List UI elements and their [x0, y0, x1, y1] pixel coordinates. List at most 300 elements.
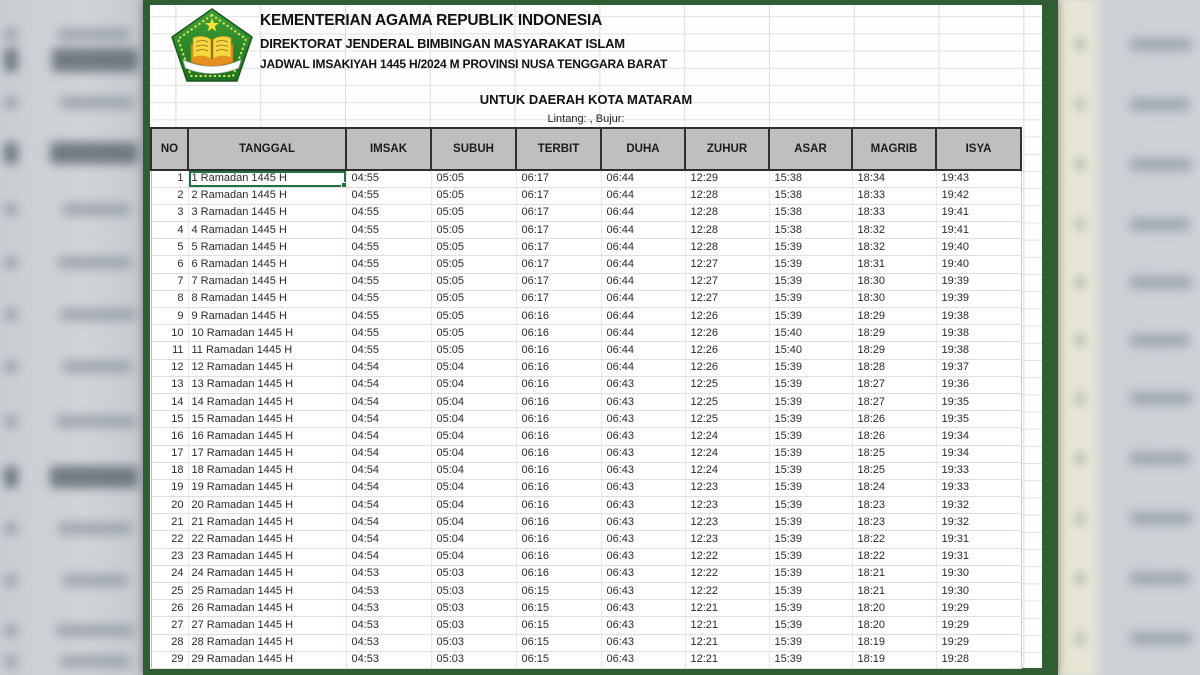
- cell-tanggal[interactable]: 22 Ramadan 1445 H: [188, 531, 346, 548]
- cell-tanggal[interactable]: 9 Ramadan 1445 H: [188, 308, 346, 325]
- cell-duha[interactable]: 06:43: [601, 514, 685, 531]
- cell-asar[interactable]: 15:40: [769, 325, 852, 342]
- cell-imsak[interactable]: 04:54: [346, 548, 431, 565]
- cell-asar[interactable]: 15:39: [769, 479, 852, 496]
- cell-subuh[interactable]: 05:05: [431, 290, 516, 307]
- cell-asar[interactable]: 15:39: [769, 531, 852, 548]
- cell-asar[interactable]: 15:38: [769, 170, 852, 187]
- cell-zuhur[interactable]: 12:22: [685, 583, 769, 600]
- cell-terbit[interactable]: 06:15: [516, 617, 601, 634]
- cell-subuh[interactable]: 05:03: [431, 651, 516, 668]
- cell-duha[interactable]: 06:43: [601, 428, 685, 445]
- cell-duha[interactable]: 06:44: [601, 325, 685, 342]
- cell-tanggal[interactable]: 16 Ramadan 1445 H: [188, 428, 346, 445]
- cell-tanggal[interactable]: 19 Ramadan 1445 H: [188, 479, 346, 496]
- cell-terbit[interactable]: 06:15: [516, 583, 601, 600]
- cell-magrib[interactable]: 18:26: [852, 411, 936, 428]
- cell-asar[interactable]: 15:39: [769, 359, 852, 376]
- cell-isya[interactable]: 19:35: [936, 393, 1021, 410]
- cell-asar[interactable]: 15:39: [769, 308, 852, 325]
- cell-tanggal[interactable]: 1 Ramadan 1445 H: [188, 170, 346, 187]
- cell-isya[interactable]: 19:36: [936, 376, 1021, 393]
- cell-magrib[interactable]: 18:27: [852, 376, 936, 393]
- cell-zuhur[interactable]: 12:28: [685, 239, 769, 256]
- cell-zuhur[interactable]: 12:26: [685, 342, 769, 359]
- cell-asar[interactable]: 15:39: [769, 651, 852, 668]
- cell-imsak[interactable]: 04:55: [346, 239, 431, 256]
- cell-tanggal[interactable]: 23 Ramadan 1445 H: [188, 548, 346, 565]
- cell-isya[interactable]: 19:29: [936, 634, 1021, 651]
- cell-duha[interactable]: 06:43: [601, 462, 685, 479]
- cell-zuhur[interactable]: 12:26: [685, 308, 769, 325]
- cell-isya[interactable]: 19:41: [936, 222, 1021, 239]
- cell-tanggal[interactable]: 11 Ramadan 1445 H: [188, 342, 346, 359]
- cell-subuh[interactable]: 05:04: [431, 445, 516, 462]
- cell-zuhur[interactable]: 12:28: [685, 187, 769, 204]
- cell-zuhur[interactable]: 12:29: [685, 170, 769, 187]
- cell-duha[interactable]: 06:43: [601, 445, 685, 462]
- cell-duha[interactable]: 06:43: [601, 583, 685, 600]
- cell-duha[interactable]: 06:43: [601, 393, 685, 410]
- cell-subuh[interactable]: 05:05: [431, 170, 516, 187]
- cell-imsak[interactable]: 04:54: [346, 497, 431, 514]
- cell-tanggal[interactable]: 20 Ramadan 1445 H: [188, 497, 346, 514]
- cell-subuh[interactable]: 05:05: [431, 187, 516, 204]
- cell-isya[interactable]: 19:30: [936, 583, 1021, 600]
- cell-isya[interactable]: 19:32: [936, 497, 1021, 514]
- cell-subuh[interactable]: 05:05: [431, 204, 516, 221]
- cell-duha[interactable]: 06:44: [601, 359, 685, 376]
- cell-imsak[interactable]: 04:55: [346, 273, 431, 290]
- cell-imsak[interactable]: 04:54: [346, 514, 431, 531]
- cell-tanggal[interactable]: 21 Ramadan 1445 H: [188, 514, 346, 531]
- cell-no[interactable]: 19: [151, 479, 188, 496]
- cell-imsak[interactable]: 04:53: [346, 565, 431, 582]
- cell-magrib[interactable]: 18:34: [852, 170, 936, 187]
- cell-no[interactable]: 5: [151, 239, 188, 256]
- cell-no[interactable]: 7: [151, 273, 188, 290]
- cell-magrib[interactable]: 18:22: [852, 531, 936, 548]
- cell-isya[interactable]: 19:33: [936, 462, 1021, 479]
- cell-asar[interactable]: 15:39: [769, 583, 852, 600]
- cell-no[interactable]: 4: [151, 222, 188, 239]
- cell-duha[interactable]: 06:43: [601, 531, 685, 548]
- cell-isya[interactable]: 19:28: [936, 651, 1021, 668]
- column-header-duha[interactable]: DUHA: [601, 128, 685, 170]
- cell-asar[interactable]: 15:39: [769, 497, 852, 514]
- cell-asar[interactable]: 15:39: [769, 600, 852, 617]
- cell-zuhur[interactable]: 12:25: [685, 393, 769, 410]
- cell-asar[interactable]: 15:39: [769, 411, 852, 428]
- cell-isya[interactable]: 19:41: [936, 204, 1021, 221]
- column-header-no[interactable]: NO: [151, 128, 188, 170]
- cell-magrib[interactable]: 18:24: [852, 479, 936, 496]
- cell-asar[interactable]: 15:39: [769, 428, 852, 445]
- column-header-imsak[interactable]: IMSAK: [346, 128, 431, 170]
- cell-zuhur[interactable]: 12:28: [685, 222, 769, 239]
- cell-no[interactable]: 28: [151, 634, 188, 651]
- cell-no[interactable]: 11: [151, 342, 188, 359]
- cell-tanggal[interactable]: 2 Ramadan 1445 H: [188, 187, 346, 204]
- column-header-isya[interactable]: ISYA: [936, 128, 1021, 170]
- cell-asar[interactable]: 15:39: [769, 445, 852, 462]
- cell-imsak[interactable]: 04:55: [346, 187, 431, 204]
- cell-isya[interactable]: 19:39: [936, 290, 1021, 307]
- cell-asar[interactable]: 15:39: [769, 617, 852, 634]
- cell-terbit[interactable]: 06:17: [516, 239, 601, 256]
- cell-subuh[interactable]: 05:05: [431, 222, 516, 239]
- column-header-asar[interactable]: ASAR: [769, 128, 852, 170]
- cell-no[interactable]: 2: [151, 187, 188, 204]
- cell-zuhur[interactable]: 12:23: [685, 514, 769, 531]
- cell-zuhur[interactable]: 12:27: [685, 290, 769, 307]
- cell-terbit[interactable]: 06:17: [516, 170, 601, 187]
- cell-isya[interactable]: 19:38: [936, 308, 1021, 325]
- cell-subuh[interactable]: 05:04: [431, 479, 516, 496]
- cell-terbit[interactable]: 06:16: [516, 342, 601, 359]
- cell-subuh[interactable]: 05:04: [431, 497, 516, 514]
- cell-magrib[interactable]: 18:29: [852, 325, 936, 342]
- cell-zuhur[interactable]: 12:21: [685, 617, 769, 634]
- cell-no[interactable]: 10: [151, 325, 188, 342]
- column-header-terbit[interactable]: TERBIT: [516, 128, 601, 170]
- cell-subuh[interactable]: 05:04: [431, 428, 516, 445]
- cell-no[interactable]: 23: [151, 548, 188, 565]
- cell-asar[interactable]: 15:39: [769, 376, 852, 393]
- cell-duha[interactable]: 06:44: [601, 222, 685, 239]
- cell-imsak[interactable]: 04:54: [346, 359, 431, 376]
- cell-subuh[interactable]: 05:04: [431, 531, 516, 548]
- cell-zuhur[interactable]: 12:24: [685, 428, 769, 445]
- cell-isya[interactable]: 19:38: [936, 342, 1021, 359]
- cell-tanggal[interactable]: 12 Ramadan 1445 H: [188, 359, 346, 376]
- cell-no[interactable]: 16: [151, 428, 188, 445]
- cell-magrib[interactable]: 18:28: [852, 359, 936, 376]
- cell-subuh[interactable]: 05:03: [431, 565, 516, 582]
- cell-duha[interactable]: 06:43: [601, 600, 685, 617]
- cell-imsak[interactable]: 04:54: [346, 462, 431, 479]
- cell-no[interactable]: 15: [151, 411, 188, 428]
- cell-imsak[interactable]: 04:55: [346, 256, 431, 273]
- cell-isya[interactable]: 19:34: [936, 428, 1021, 445]
- column-header-subuh[interactable]: SUBUH: [431, 128, 516, 170]
- cell-imsak[interactable]: 04:54: [346, 445, 431, 462]
- cell-zuhur[interactable]: 12:24: [685, 462, 769, 479]
- cell-isya[interactable]: 19:40: [936, 239, 1021, 256]
- cell-terbit[interactable]: 06:17: [516, 256, 601, 273]
- cell-isya[interactable]: 19:29: [936, 600, 1021, 617]
- cell-terbit[interactable]: 06:16: [516, 411, 601, 428]
- cell-magrib[interactable]: 18:20: [852, 600, 936, 617]
- cell-tanggal[interactable]: 4 Ramadan 1445 H: [188, 222, 346, 239]
- cell-subuh[interactable]: 05:03: [431, 583, 516, 600]
- cell-magrib[interactable]: 18:29: [852, 342, 936, 359]
- cell-asar[interactable]: 15:39: [769, 514, 852, 531]
- cell-terbit[interactable]: 06:16: [516, 393, 601, 410]
- cell-asar[interactable]: 15:39: [769, 239, 852, 256]
- cell-tanggal[interactable]: 10 Ramadan 1445 H: [188, 325, 346, 342]
- cell-no[interactable]: 3: [151, 204, 188, 221]
- cell-subuh[interactable]: 05:03: [431, 634, 516, 651]
- cell-magrib[interactable]: 18:19: [852, 651, 936, 668]
- cell-subuh[interactable]: 05:05: [431, 342, 516, 359]
- cell-no[interactable]: 9: [151, 308, 188, 325]
- cell-imsak[interactable]: 04:53: [346, 651, 431, 668]
- cell-no[interactable]: 8: [151, 290, 188, 307]
- cell-terbit[interactable]: 06:17: [516, 273, 601, 290]
- cell-zuhur[interactable]: 12:27: [685, 273, 769, 290]
- cell-duha[interactable]: 06:44: [601, 170, 685, 187]
- cell-subuh[interactable]: 05:05: [431, 308, 516, 325]
- cell-tanggal[interactable]: 7 Ramadan 1445 H: [188, 273, 346, 290]
- cell-zuhur[interactable]: 12:25: [685, 411, 769, 428]
- cell-tanggal[interactable]: 28 Ramadan 1445 H: [188, 634, 346, 651]
- cell-imsak[interactable]: 04:53: [346, 617, 431, 634]
- cell-imsak[interactable]: 04:55: [346, 325, 431, 342]
- cell-imsak[interactable]: 04:54: [346, 411, 431, 428]
- cell-no[interactable]: 18: [151, 462, 188, 479]
- cell-isya[interactable]: 19:40: [936, 256, 1021, 273]
- cell-magrib[interactable]: 18:23: [852, 514, 936, 531]
- cell-magrib[interactable]: 18:31: [852, 256, 936, 273]
- cell-terbit[interactable]: 06:17: [516, 290, 601, 307]
- cell-zuhur[interactable]: 12:28: [685, 204, 769, 221]
- cell-tanggal[interactable]: 5 Ramadan 1445 H: [188, 239, 346, 256]
- cell-no[interactable]: 6: [151, 256, 188, 273]
- cell-terbit[interactable]: 06:16: [516, 359, 601, 376]
- cell-imsak[interactable]: 04:55: [346, 170, 431, 187]
- cell-zuhur[interactable]: 12:26: [685, 325, 769, 342]
- cell-no[interactable]: 27: [151, 617, 188, 634]
- cell-magrib[interactable]: 18:33: [852, 187, 936, 204]
- cell-subuh[interactable]: 05:04: [431, 548, 516, 565]
- cell-zuhur[interactable]: 12:23: [685, 479, 769, 496]
- cell-magrib[interactable]: 18:22: [852, 548, 936, 565]
- cell-terbit[interactable]: 06:15: [516, 651, 601, 668]
- cell-magrib[interactable]: 18:27: [852, 393, 936, 410]
- cell-imsak[interactable]: 04:55: [346, 290, 431, 307]
- cell-duha[interactable]: 06:44: [601, 256, 685, 273]
- cell-no[interactable]: 22: [151, 531, 188, 548]
- cell-magrib[interactable]: 18:26: [852, 428, 936, 445]
- cell-magrib[interactable]: 18:30: [852, 290, 936, 307]
- cell-magrib[interactable]: 18:25: [852, 462, 936, 479]
- cell-terbit[interactable]: 06:15: [516, 600, 601, 617]
- cell-imsak[interactable]: 04:55: [346, 308, 431, 325]
- cell-asar[interactable]: 15:38: [769, 204, 852, 221]
- cell-duha[interactable]: 06:44: [601, 273, 685, 290]
- column-header-tanggal[interactable]: TANGGAL: [188, 128, 346, 170]
- cell-terbit[interactable]: 06:16: [516, 462, 601, 479]
- cell-asar[interactable]: 15:38: [769, 222, 852, 239]
- cell-magrib[interactable]: 18:32: [852, 239, 936, 256]
- cell-no[interactable]: 13: [151, 376, 188, 393]
- cell-isya[interactable]: 19:43: [936, 170, 1021, 187]
- cell-terbit[interactable]: 06:17: [516, 204, 601, 221]
- cell-tanggal[interactable]: 24 Ramadan 1445 H: [188, 565, 346, 582]
- cell-zuhur[interactable]: 12:21: [685, 600, 769, 617]
- cell-duha[interactable]: 06:44: [601, 308, 685, 325]
- cell-magrib[interactable]: 18:32: [852, 222, 936, 239]
- cell-zuhur[interactable]: 12:21: [685, 651, 769, 668]
- cell-duha[interactable]: 06:44: [601, 204, 685, 221]
- cell-asar[interactable]: 15:39: [769, 393, 852, 410]
- cell-duha[interactable]: 06:44: [601, 290, 685, 307]
- cell-terbit[interactable]: 06:16: [516, 548, 601, 565]
- cell-tanggal[interactable]: 14 Ramadan 1445 H: [188, 393, 346, 410]
- cell-imsak[interactable]: 04:54: [346, 428, 431, 445]
- cell-isya[interactable]: 19:33: [936, 479, 1021, 496]
- cell-asar[interactable]: 15:39: [769, 634, 852, 651]
- cell-subuh[interactable]: 05:04: [431, 359, 516, 376]
- cell-duha[interactable]: 06:43: [601, 565, 685, 582]
- cell-terbit[interactable]: 06:17: [516, 222, 601, 239]
- cell-zuhur[interactable]: 12:22: [685, 565, 769, 582]
- cell-subuh[interactable]: 05:04: [431, 393, 516, 410]
- column-header-magrib[interactable]: MAGRIB: [852, 128, 936, 170]
- cell-magrib[interactable]: 18:25: [852, 445, 936, 462]
- cell-duha[interactable]: 06:43: [601, 651, 685, 668]
- cell-tanggal[interactable]: 13 Ramadan 1445 H: [188, 376, 346, 393]
- cell-isya[interactable]: 19:31: [936, 548, 1021, 565]
- cell-imsak[interactable]: 04:53: [346, 634, 431, 651]
- cell-no[interactable]: 21: [151, 514, 188, 531]
- cell-subuh[interactable]: 05:03: [431, 617, 516, 634]
- cell-zuhur[interactable]: 12:27: [685, 256, 769, 273]
- cell-tanggal[interactable]: 26 Ramadan 1445 H: [188, 600, 346, 617]
- cell-terbit[interactable]: 06:16: [516, 531, 601, 548]
- cell-isya[interactable]: 19:34: [936, 445, 1021, 462]
- cell-subuh[interactable]: 05:04: [431, 376, 516, 393]
- cell-isya[interactable]: 19:35: [936, 411, 1021, 428]
- cell-subuh[interactable]: 05:05: [431, 273, 516, 290]
- cell-asar[interactable]: 15:39: [769, 273, 852, 290]
- cell-tanggal[interactable]: 15 Ramadan 1445 H: [188, 411, 346, 428]
- cell-subuh[interactable]: 05:03: [431, 600, 516, 617]
- cell-duha[interactable]: 06:43: [601, 479, 685, 496]
- cell-zuhur[interactable]: 12:25: [685, 376, 769, 393]
- cell-no[interactable]: 24: [151, 565, 188, 582]
- cell-tanggal[interactable]: 18 Ramadan 1445 H: [188, 462, 346, 479]
- cell-duha[interactable]: 06:43: [601, 634, 685, 651]
- cell-terbit[interactable]: 06:16: [516, 479, 601, 496]
- cell-duha[interactable]: 06:44: [601, 342, 685, 359]
- cell-imsak[interactable]: 04:55: [346, 342, 431, 359]
- cell-duha[interactable]: 06:43: [601, 376, 685, 393]
- cell-duha[interactable]: 06:43: [601, 617, 685, 634]
- cell-isya[interactable]: 19:38: [936, 325, 1021, 342]
- cell-tanggal[interactable]: 29 Ramadan 1445 H: [188, 651, 346, 668]
- cell-imsak[interactable]: 04:53: [346, 583, 431, 600]
- cell-tanggal[interactable]: 8 Ramadan 1445 H: [188, 290, 346, 307]
- cell-imsak[interactable]: 04:53: [346, 600, 431, 617]
- cell-isya[interactable]: 19:29: [936, 617, 1021, 634]
- cell-zuhur[interactable]: 12:24: [685, 445, 769, 462]
- cell-isya[interactable]: 19:30: [936, 565, 1021, 582]
- cell-subuh[interactable]: 05:05: [431, 239, 516, 256]
- cell-magrib[interactable]: 18:29: [852, 308, 936, 325]
- cell-magrib[interactable]: 18:33: [852, 204, 936, 221]
- cell-subuh[interactable]: 05:04: [431, 411, 516, 428]
- cell-imsak[interactable]: 04:54: [346, 393, 431, 410]
- cell-asar[interactable]: 15:39: [769, 256, 852, 273]
- cell-asar[interactable]: 15:39: [769, 462, 852, 479]
- cell-asar[interactable]: 15:39: [769, 565, 852, 582]
- cell-asar[interactable]: 15:39: [769, 290, 852, 307]
- cell-subuh[interactable]: 05:04: [431, 514, 516, 531]
- cell-terbit[interactable]: 06:17: [516, 187, 601, 204]
- cell-magrib[interactable]: 18:21: [852, 565, 936, 582]
- cell-duha[interactable]: 06:44: [601, 187, 685, 204]
- cell-terbit[interactable]: 06:16: [516, 325, 601, 342]
- cell-terbit[interactable]: 06:16: [516, 445, 601, 462]
- cell-terbit[interactable]: 06:16: [516, 376, 601, 393]
- cell-magrib[interactable]: 18:23: [852, 497, 936, 514]
- cell-duha[interactable]: 06:43: [601, 548, 685, 565]
- cell-terbit[interactable]: 06:16: [516, 565, 601, 582]
- cell-terbit[interactable]: 06:16: [516, 428, 601, 445]
- cell-zuhur[interactable]: 12:26: [685, 359, 769, 376]
- cell-subuh[interactable]: 05:04: [431, 462, 516, 479]
- cell-zuhur[interactable]: 12:22: [685, 548, 769, 565]
- cell-terbit[interactable]: 06:16: [516, 308, 601, 325]
- cell-zuhur[interactable]: 12:23: [685, 531, 769, 548]
- cell-terbit[interactable]: 06:16: [516, 497, 601, 514]
- cell-isya[interactable]: 19:37: [936, 359, 1021, 376]
- cell-no[interactable]: 14: [151, 393, 188, 410]
- cell-magrib[interactable]: 18:30: [852, 273, 936, 290]
- cell-isya[interactable]: 19:39: [936, 273, 1021, 290]
- cell-no[interactable]: 26: [151, 600, 188, 617]
- cell-asar[interactable]: 15:39: [769, 548, 852, 565]
- cell-magrib[interactable]: 18:21: [852, 583, 936, 600]
- cell-duha[interactable]: 06:44: [601, 239, 685, 256]
- cell-terbit[interactable]: 06:15: [516, 634, 601, 651]
- cell-no[interactable]: 29: [151, 651, 188, 668]
- cell-zuhur[interactable]: 12:23: [685, 497, 769, 514]
- cell-isya[interactable]: 19:32: [936, 514, 1021, 531]
- cell-tanggal[interactable]: 17 Ramadan 1445 H: [188, 445, 346, 462]
- cell-zuhur[interactable]: 12:21: [685, 634, 769, 651]
- cell-no[interactable]: 12: [151, 359, 188, 376]
- cell-no[interactable]: 25: [151, 583, 188, 600]
- cell-tanggal[interactable]: 27 Ramadan 1445 H: [188, 617, 346, 634]
- cell-no[interactable]: 17: [151, 445, 188, 462]
- cell-duha[interactable]: 06:43: [601, 497, 685, 514]
- cell-subuh[interactable]: 05:05: [431, 256, 516, 273]
- cell-no[interactable]: 1: [151, 170, 188, 187]
- cell-isya[interactable]: 19:42: [936, 187, 1021, 204]
- cell-imsak[interactable]: 04:54: [346, 479, 431, 496]
- cell-terbit[interactable]: 06:16: [516, 514, 601, 531]
- cell-asar[interactable]: 15:38: [769, 187, 852, 204]
- cell-imsak[interactable]: 04:54: [346, 376, 431, 393]
- cell-imsak[interactable]: 04:54: [346, 531, 431, 548]
- cell-tanggal[interactable]: 6 Ramadan 1445 H: [188, 256, 346, 273]
- cell-magrib[interactable]: 18:20: [852, 617, 936, 634]
- cell-tanggal[interactable]: 25 Ramadan 1445 H: [188, 583, 346, 600]
- cell-imsak[interactable]: 04:55: [346, 222, 431, 239]
- column-header-zuhur[interactable]: ZUHUR: [685, 128, 769, 170]
- cell-subuh[interactable]: 05:05: [431, 325, 516, 342]
- cell-duha[interactable]: 06:43: [601, 411, 685, 428]
- cell-asar[interactable]: 15:40: [769, 342, 852, 359]
- cell-isya[interactable]: 19:31: [936, 531, 1021, 548]
- cell-no[interactable]: 20: [151, 497, 188, 514]
- cell-imsak[interactable]: 04:55: [346, 204, 431, 221]
- cell-tanggal[interactable]: 3 Ramadan 1445 H: [188, 204, 346, 221]
- cell-magrib[interactable]: 18:19: [852, 634, 936, 651]
